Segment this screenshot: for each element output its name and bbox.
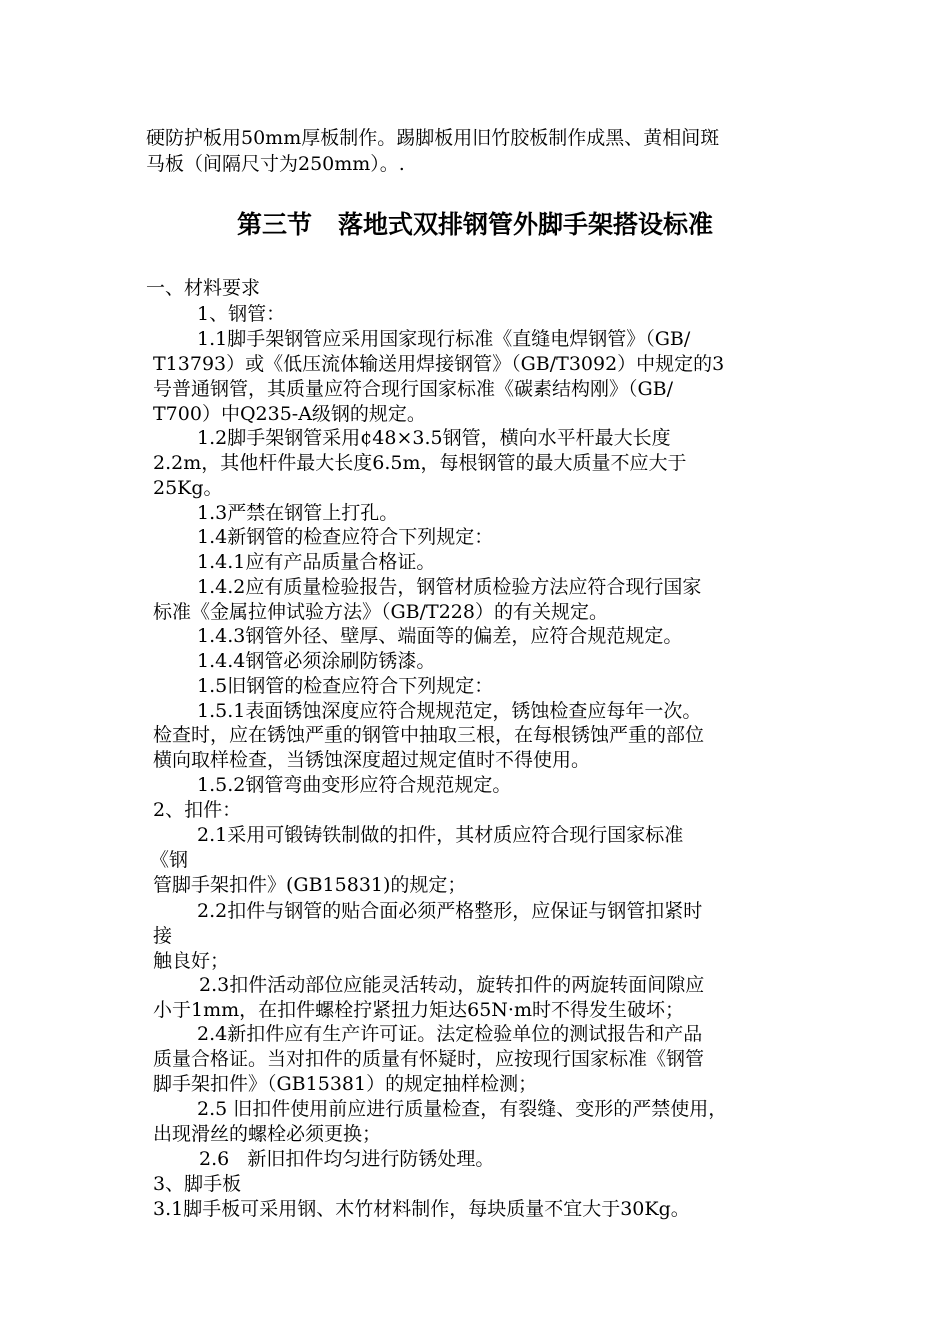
body-line-23: 2.1采用可锻铸铁制做的扣件，其材质应符合现行国家标准	[197, 824, 684, 846]
body-line-13: 1.4.2应有质量检验报告，钢管材质检验方法应符合现行国家	[197, 576, 702, 598]
body-line-6: T700）中Q235-A级钢的规定。	[153, 403, 426, 425]
body-line-11: 1.4新钢管的检查应符合下列规定：	[197, 526, 494, 548]
body-line-32: 质量合格证。当对扣件的质量有怀疑时，应按现行国家标准《钢管	[153, 1048, 705, 1070]
body-line-34: 2.5 旧扣件使用前应进行质量检查，有裂缝、变形的严禁使用，	[197, 1098, 728, 1120]
body-line-20: 横向取样检查，当锈蚀深度超过规定值时不得使用。	[153, 749, 591, 771]
intro-line-1: 硬防护板用50mm厚板制作。踢脚板用旧竹胶板制作成黑、黄相间斑	[146, 127, 720, 149]
body-line-36: 2.6 新旧扣件均匀进行防锈处理。	[199, 1148, 495, 1170]
body-line-21: 1.5.2钢管弯曲变形应符合规范规定。	[197, 774, 512, 796]
body-line-38: 3.1脚手板可采用钢、木竹材料制作，每块质量不宜大于30Kg。	[153, 1198, 690, 1220]
body-line-24: 《钢	[150, 849, 189, 871]
section-title: 第三节 落地式双排钢管外脚手架搭设标准	[236, 210, 714, 239]
intro-line-2: 马板（间隔尺寸为250mm）。.	[146, 153, 405, 175]
body-line-18: 1.5.1表面锈蚀深度应符合规规范定，锈蚀检查应每年一次。	[197, 700, 702, 722]
body-line-31: 2.4新扣件应有生产许可证。法定检验单位的测试报告和产品	[197, 1023, 703, 1045]
body-line-14: 标准《金属拉伸试验方法》（GB/T228）的有关规定。	[153, 601, 608, 623]
body-line-22: 2、扣件：	[153, 799, 242, 821]
body-line-16: 1.4.4钢管必须涂刷防锈漆。	[197, 650, 436, 672]
body-line-5: 号普通钢管，其质量应符合现行国家标准《碳素结构刚》（GB/	[153, 378, 674, 400]
body-line-8: 2.2m，其他杆件最大长度6.5m，每根钢管的最大质量不应大于	[153, 452, 687, 474]
body-line-7: 1.2脚手架钢管采用¢48×3.5钢管，横向水平杆最大长度	[197, 427, 671, 449]
body-line-37: 3、脚手板	[153, 1173, 242, 1195]
body-line-30: 小于1mm，在扣件螺栓拧紧扭力矩达65N·m时不得发生破坏；	[153, 999, 684, 1021]
body-line-29: 2.3扣件活动部位应能灵活转动，旋转扣件的两旋转面间隙应	[199, 974, 705, 996]
body-line-1: 一、材料要求	[146, 277, 261, 299]
body-line-12: 1.4.1应有产品质量合格证。	[197, 551, 436, 573]
body-line-17: 1.5旧钢管的检查应符合下列规定：	[197, 675, 494, 697]
body-line-28: 触良好；	[153, 950, 230, 972]
body-line-19: 检查时，应在锈蚀严重的钢管中抽取三根，在每根锈蚀严重的部位	[153, 724, 705, 746]
body-line-3: 1.1脚手架钢管应采用国家现行标准《直缝电焊钢管》（GB/	[197, 328, 691, 350]
body-line-9: 25Kg。	[153, 477, 223, 499]
body-line-2: 1、钢管：	[197, 303, 286, 325]
body-line-26: 2.2扣件与钢管的贴合面必须严格整形，应保证与钢管扣紧时	[197, 900, 703, 922]
body-line-25: 管脚手架扣件》(GB15831)的规定；	[153, 874, 467, 896]
body-line-35: 出现滑丝的螺栓必须更换；	[153, 1123, 382, 1145]
body-line-27: 接	[153, 925, 173, 947]
body-line-10: 1.3严禁在钢管上打孔。	[197, 502, 399, 524]
body-line-4: T13793）或《低压流体输送用焊接钢管》（GB/T3092）中规定的3	[153, 353, 725, 375]
body-line-33: 脚手架扣件》（GB15381）的规定抽样检测；	[153, 1073, 538, 1095]
body-line-15: 1.4.3钢管外径、壁厚、端面等的偏差，应符合规范规定。	[197, 625, 683, 647]
